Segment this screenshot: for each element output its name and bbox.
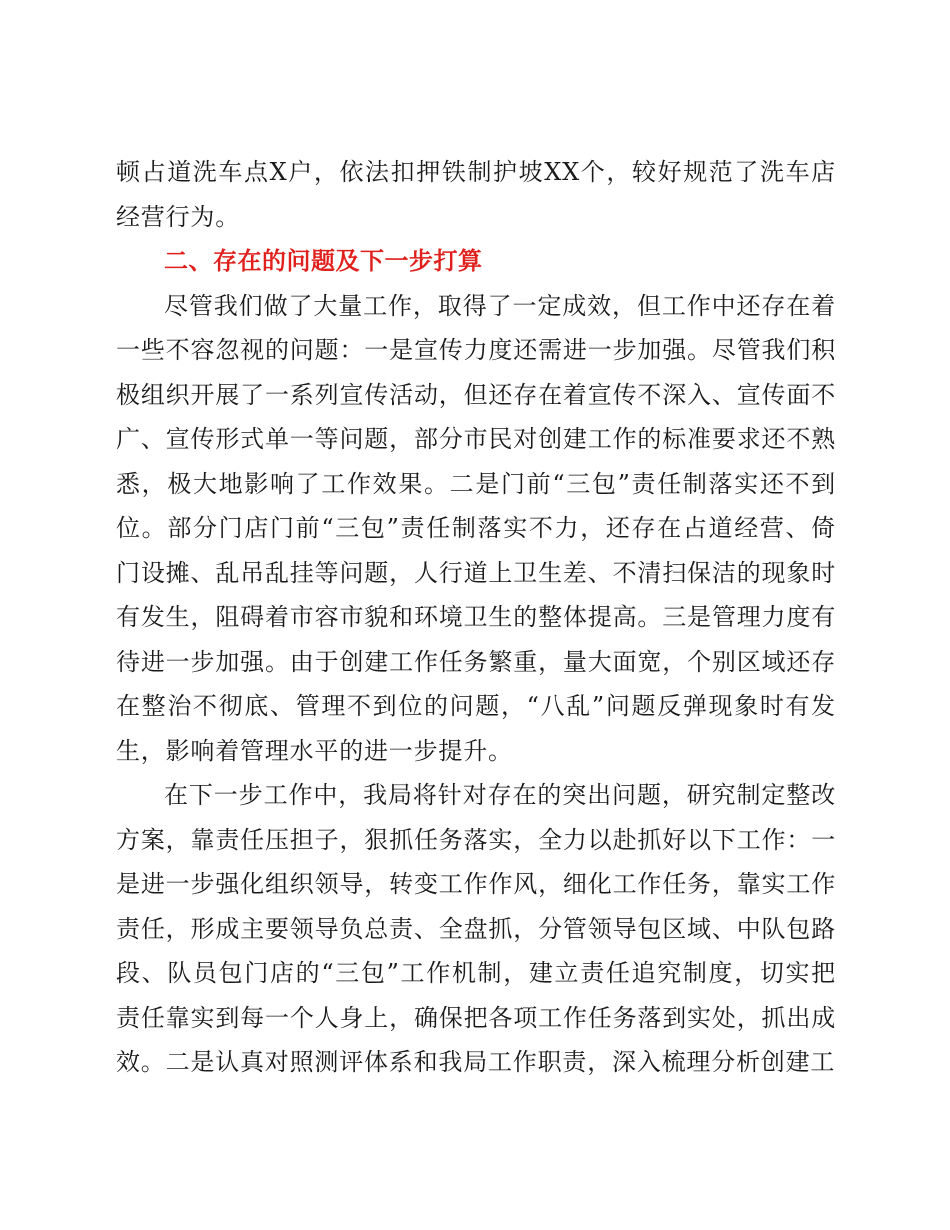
plans-paragraph: 在下一步工作中，我局将针对存在的突出问题，研究制定整改方案，靠责任压担子，狠抓任务落实，全力以赴抓好以下工作：一是进一步强化组织领导，转变工作作风，细化工作任务，靠实工作责任，形成主要领导负总责、全盘抓，分管领导包区域、中队包路段、队员包门店的“三包”工作机制，建立责任追究制度，切实把责任靠实到每一个人身上，确保把各项工作任务落到实处，抓出成效。二是认真对照测评体系和我局工作职责，深入梳理分析创建工 (116, 781, 836, 1076)
continuation-paragraph: 顿占道洗车点X户，依法扣押铁制护坡XX个，较好规范了洗车店经营行为。 (116, 158, 836, 231)
problems-paragraph: 尽管我们做了大量工作，取得了一定成效，但工作中还存在着一些不容忽视的问题：一是宣传力度还需进一步加强。尽管我们积极组织开展了一系列宣传活动，但还存在着宣传不深入、宣传面不广、宣传形式单一等问题，部分市民对创建工作的标准要求还不熟悉，极大地影响了工作效果。二是门前“三包”责任制落实还不到位。部分门店门前“三包”责任制落实不力，还存在占道经营、倚门设摊、乱吊乱挂等问题，人行道上卫生差、不清扫保洁的现象时有发生，阻碍着市容市貌和环境卫生的整体提高。三是管理力度有待进一步加强。由于创建工作任务繁重，量大面宽，个别区域还存在整治不彻底、管理不到位的问题，“八乱”问题反弹现象时有发生，影响着管理水平的进一步提升。 (116, 291, 836, 765)
document-body (116, 150, 836, 1085)
section-heading: 二、存在的问题及下一步打算 (164, 247, 483, 275)
